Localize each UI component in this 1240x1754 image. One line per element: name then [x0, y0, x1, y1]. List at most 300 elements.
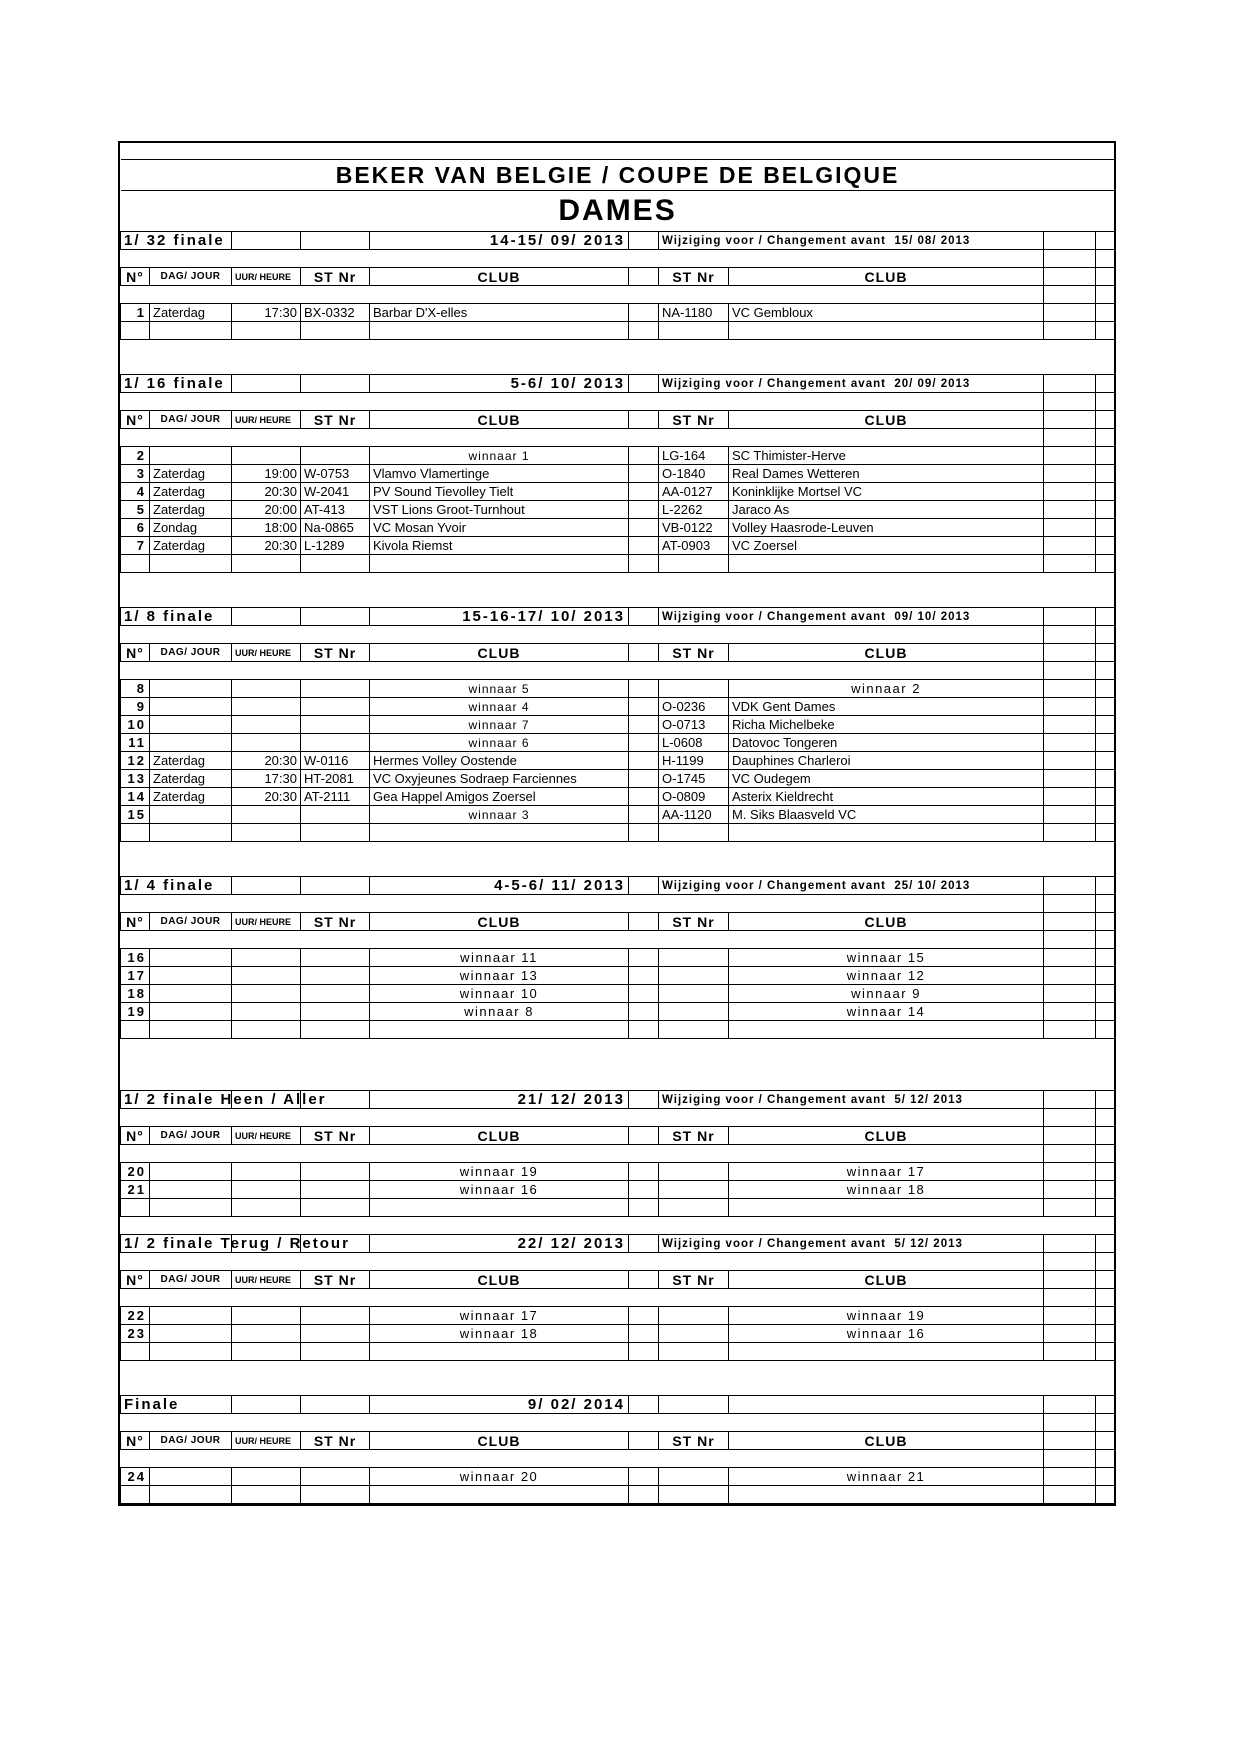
away-club: winnaar 14 — [729, 1003, 1044, 1021]
home-stamnr — [301, 1181, 370, 1199]
match-number: 9 — [121, 698, 150, 716]
change-deadline-label: Wijziging voor / Changement avant — [662, 610, 886, 623]
match-number: 22 — [121, 1307, 150, 1325]
match-number: 16 — [121, 949, 150, 967]
match-time — [232, 967, 301, 985]
round-name: 1/ 32 finale — [121, 232, 232, 250]
col-club-away: CLUB — [729, 644, 1044, 662]
col-club-away: CLUB — [729, 913, 1044, 931]
home-stamnr: AT-413 — [301, 501, 370, 519]
match-time: 20:30 — [232, 483, 301, 501]
round-header-row — [121, 877, 1115, 895]
match-time — [232, 680, 301, 698]
away-stamnr: LG-164 — [659, 447, 729, 465]
match-day: Zaterdag — [150, 788, 232, 806]
column-header-row — [121, 913, 1115, 931]
match-time — [232, 1181, 301, 1199]
away-club: VC Zoersel — [729, 537, 1044, 555]
away-stamnr: AT-0903 — [659, 537, 729, 555]
match-row — [121, 1003, 1115, 1021]
match-time — [232, 949, 301, 967]
col-club-home: CLUB — [370, 411, 629, 429]
home-stamnr: W-0116 — [301, 752, 370, 770]
col-club-away: CLUB — [729, 411, 1044, 429]
match-time — [232, 1468, 301, 1486]
away-club: winnaar 17 — [729, 1163, 1044, 1181]
match-day — [150, 680, 232, 698]
home-club: VST Lions Groot-Turnhout — [370, 501, 629, 519]
blank-row — [121, 250, 1115, 268]
away-stamnr — [659, 949, 729, 967]
column-header-row — [121, 1271, 1115, 1289]
match-number: 8 — [121, 680, 150, 698]
match-day — [150, 1307, 232, 1325]
away-club: Asterix Kieldrecht — [729, 788, 1044, 806]
home-club: winnaar 10 — [370, 985, 629, 1003]
round-header-row — [121, 608, 1115, 626]
change-deadline-date: 20/ 09/ 2013 — [894, 377, 971, 390]
col-stnr-home: ST Nr — [301, 268, 370, 286]
col-stnr-away: ST Nr — [659, 268, 729, 286]
empty-row — [121, 1486, 1115, 1504]
col-stnr-away: ST Nr — [659, 1271, 729, 1289]
away-club: VDK Gent Dames — [729, 698, 1044, 716]
away-stamnr — [659, 1163, 729, 1181]
empty-row — [121, 555, 1115, 573]
blank-row — [121, 1253, 1115, 1271]
home-stamnr — [301, 1325, 370, 1343]
away-stamnr: VB-0122 — [659, 519, 729, 537]
match-day: Zondag — [150, 519, 232, 537]
match-day — [150, 967, 232, 985]
match-number: 12 — [121, 752, 150, 770]
match-row — [121, 967, 1115, 985]
page-subtitle: DAMES — [121, 191, 1115, 232]
round-header-row — [121, 375, 1115, 393]
away-club: winnaar 18 — [729, 1181, 1044, 1199]
col-time: UUR/ HEURE — [232, 644, 301, 662]
home-stamnr — [301, 1307, 370, 1325]
away-club: winnaar 12 — [729, 967, 1044, 985]
home-stamnr — [301, 1468, 370, 1486]
col-stnr-away: ST Nr — [659, 1127, 729, 1145]
col-nr: N° — [121, 1432, 150, 1450]
match-day: Zaterdag — [150, 770, 232, 788]
away-club: winnaar 15 — [729, 949, 1044, 967]
away-stamnr — [659, 1181, 729, 1199]
match-row — [121, 1325, 1115, 1343]
blank-row — [121, 1145, 1115, 1163]
col-club-home: CLUB — [370, 1271, 629, 1289]
col-club-away: CLUB — [729, 1432, 1044, 1450]
away-club: Koninklijke Mortsel VC — [729, 483, 1044, 501]
blank-row — [121, 1414, 1115, 1432]
match-row — [121, 483, 1115, 501]
match-row — [121, 519, 1115, 537]
match-row — [121, 698, 1115, 716]
home-club: Gea Happel Amigos Zoersel — [370, 788, 629, 806]
round-name: 1/ 2 finale Heen / Aller — [121, 1091, 232, 1109]
match-row — [121, 734, 1115, 752]
match-time: 17:30 — [232, 304, 301, 322]
away-stamnr: O-1745 — [659, 770, 729, 788]
match-day — [150, 1163, 232, 1181]
match-time — [232, 806, 301, 824]
home-stamnr — [301, 734, 370, 752]
match-row — [121, 788, 1115, 806]
away-stamnr: L-0608 — [659, 734, 729, 752]
home-club: winnaar 6 — [370, 734, 629, 752]
round-header-row — [121, 1235, 1115, 1253]
away-stamnr: H-1199 — [659, 752, 729, 770]
round-date: 15-16-17/ 10/ 2013 — [370, 608, 629, 626]
blank-row — [121, 662, 1115, 680]
away-stamnr: AA-0127 — [659, 483, 729, 501]
away-stamnr — [659, 1307, 729, 1325]
match-time — [232, 1163, 301, 1181]
match-time — [232, 734, 301, 752]
home-club: winnaar 8 — [370, 1003, 629, 1021]
home-club: winnaar 4 — [370, 698, 629, 716]
blank-row — [121, 626, 1115, 644]
change-deadline — [659, 1091, 1044, 1109]
col-stnr-away: ST Nr — [659, 644, 729, 662]
match-day — [150, 447, 232, 465]
col-club-away: CLUB — [729, 1127, 1044, 1145]
away-club: SC Thimister-Herve — [729, 447, 1044, 465]
match-time: 19:00 — [232, 465, 301, 483]
round-date: 21/ 12/ 2013 — [370, 1091, 629, 1109]
col-time: UUR/ HEURE — [232, 1432, 301, 1450]
home-club: winnaar 19 — [370, 1163, 629, 1181]
home-stamnr — [301, 806, 370, 824]
away-stamnr — [659, 985, 729, 1003]
home-club: winnaar 7 — [370, 716, 629, 734]
home-club: PV Sound Tievolley Tielt — [370, 483, 629, 501]
col-stnr-away: ST Nr — [659, 913, 729, 931]
round-name: 1/ 2 finale Terug / Retour — [121, 1235, 232, 1253]
match-row — [121, 949, 1115, 967]
col-club-away: CLUB — [729, 268, 1044, 286]
col-club-away: CLUB — [729, 1271, 1044, 1289]
away-stamnr: AA-1120 — [659, 806, 729, 824]
home-stamnr: HT-2081 — [301, 770, 370, 788]
col-nr: N° — [121, 1127, 150, 1145]
change-deadline — [659, 375, 1044, 393]
match-number: 24 — [121, 1468, 150, 1486]
home-club: winnaar 16 — [370, 1181, 629, 1199]
col-club-home: CLUB — [370, 644, 629, 662]
spacer-row — [121, 1217, 1115, 1235]
round-date: 9/ 02/ 2014 — [370, 1396, 629, 1414]
col-club-home: CLUB — [370, 1127, 629, 1145]
match-row — [121, 1163, 1115, 1181]
change-deadline — [659, 232, 1044, 250]
match-row — [121, 752, 1115, 770]
match-row — [121, 985, 1115, 1003]
spacer-row — [121, 859, 1115, 877]
match-row — [121, 537, 1115, 555]
home-club: winnaar 11 — [370, 949, 629, 967]
match-number: 15 — [121, 806, 150, 824]
match-number: 14 — [121, 788, 150, 806]
match-day — [150, 949, 232, 967]
match-row — [121, 447, 1115, 465]
change-deadline-label: Wijziging voor / Changement avant — [662, 234, 886, 247]
home-stamnr: BX-0332 — [301, 304, 370, 322]
col-stnr-home: ST Nr — [301, 1127, 370, 1145]
away-club: VC Gembloux — [729, 304, 1044, 322]
blank-row — [121, 1289, 1115, 1307]
col-club-home: CLUB — [370, 268, 629, 286]
match-row — [121, 806, 1115, 824]
match-number: 20 — [121, 1163, 150, 1181]
match-time — [232, 1325, 301, 1343]
subtitle-row — [121, 191, 1115, 232]
col-day: DAG/ JOUR — [150, 913, 232, 931]
away-club: M. Siks Blaasveld VC — [729, 806, 1044, 824]
col-time: UUR/ HEURE — [232, 913, 301, 931]
spacer-row — [121, 1073, 1115, 1091]
match-day: Zaterdag — [150, 752, 232, 770]
col-stnr-away: ST Nr — [659, 1432, 729, 1450]
match-number: 6 — [121, 519, 150, 537]
spacer-row — [121, 842, 1115, 860]
match-row — [121, 716, 1115, 734]
column-header-row — [121, 268, 1115, 286]
match-number: 3 — [121, 465, 150, 483]
col-day: DAG/ JOUR — [150, 1271, 232, 1289]
empty-row — [121, 1021, 1115, 1039]
title-row — [121, 160, 1115, 191]
round-date: 4-5-6/ 11/ 2013 — [370, 877, 629, 895]
away-club: winnaar 2 — [729, 680, 1044, 698]
home-stamnr — [301, 698, 370, 716]
col-day: DAG/ JOUR — [150, 411, 232, 429]
away-stamnr — [659, 1003, 729, 1021]
spacer-row — [121, 357, 1115, 375]
home-club: Barbar D'X-elles — [370, 304, 629, 322]
match-day — [150, 1325, 232, 1343]
change-deadline-date: 09/ 10/ 2013 — [894, 610, 971, 623]
spacer-row — [121, 1378, 1115, 1396]
match-number: 1 — [121, 304, 150, 322]
away-club: winnaar 19 — [729, 1307, 1044, 1325]
change-deadline-date: 5/ 12/ 2013 — [894, 1093, 963, 1106]
home-stamnr — [301, 716, 370, 734]
round-name: 1/ 16 finale — [121, 375, 232, 393]
home-stamnr — [301, 1003, 370, 1021]
away-club: VC Oudegem — [729, 770, 1044, 788]
top-spacer-row — [121, 143, 1115, 160]
match-time: 20:30 — [232, 752, 301, 770]
match-number: 21 — [121, 1181, 150, 1199]
col-stnr-home: ST Nr — [301, 1432, 370, 1450]
match-time — [232, 698, 301, 716]
home-stamnr: L-1289 — [301, 537, 370, 555]
match-day: Zaterdag — [150, 483, 232, 501]
empty-row — [121, 824, 1115, 842]
col-club-home: CLUB — [370, 913, 629, 931]
empty-row — [121, 1343, 1115, 1361]
match-day — [150, 985, 232, 1003]
blank-row — [121, 1450, 1115, 1468]
change-deadline-label: Wijziging voor / Changement avant — [662, 1237, 886, 1250]
match-number: 2 — [121, 447, 150, 465]
match-time — [232, 716, 301, 734]
round-header-row — [121, 1396, 1115, 1414]
col-day: DAG/ JOUR — [150, 268, 232, 286]
match-row — [121, 1181, 1115, 1199]
match-day: Zaterdag — [150, 501, 232, 519]
round-date: 22/ 12/ 2013 — [370, 1235, 629, 1253]
change-deadline-date: 25/ 10/ 2013 — [894, 879, 971, 892]
match-number: 18 — [121, 985, 150, 1003]
empty-row — [121, 1199, 1115, 1217]
col-stnr-home: ST Nr — [301, 913, 370, 931]
home-club: winnaar 1 — [370, 447, 629, 465]
match-row — [121, 680, 1115, 698]
spacer-row — [121, 1039, 1115, 1057]
home-stamnr: Na-0865 — [301, 519, 370, 537]
match-row — [121, 465, 1115, 483]
away-club: winnaar 21 — [729, 1468, 1044, 1486]
col-time: UUR/ HEURE — [232, 1127, 301, 1145]
round-name: 1/ 8 finale — [121, 608, 232, 626]
match-day — [150, 1468, 232, 1486]
home-stamnr: W-0753 — [301, 465, 370, 483]
away-stamnr — [659, 680, 729, 698]
home-stamnr — [301, 1163, 370, 1181]
match-number: 17 — [121, 967, 150, 985]
match-day — [150, 1181, 232, 1199]
away-stamnr — [659, 1325, 729, 1343]
home-club: winnaar 3 — [370, 806, 629, 824]
away-club: Volley Haasrode-Leuven — [729, 519, 1044, 537]
match-row — [121, 501, 1115, 519]
change-deadline-label: Wijziging voor / Changement avant — [662, 377, 886, 390]
col-nr: N° — [121, 913, 150, 931]
match-time — [232, 1307, 301, 1325]
away-club: Real Dames Wetteren — [729, 465, 1044, 483]
away-stamnr: NA-1180 — [659, 304, 729, 322]
col-nr: N° — [121, 411, 150, 429]
match-number: 7 — [121, 537, 150, 555]
col-nr: N° — [121, 268, 150, 286]
col-time: UUR/ HEURE — [232, 1271, 301, 1289]
away-stamnr: L-2262 — [659, 501, 729, 519]
home-club: Vlamvo Vlamertinge — [370, 465, 629, 483]
match-time — [232, 985, 301, 1003]
column-header-row — [121, 644, 1115, 662]
cup-schedule-sheet — [118, 141, 1116, 1506]
away-club: Dauphines Charleroi — [729, 752, 1044, 770]
column-header-row — [121, 411, 1115, 429]
match-row — [121, 1307, 1115, 1325]
change-deadline — [659, 1235, 1044, 1253]
col-day: DAG/ JOUR — [150, 1127, 232, 1145]
away-stamnr — [659, 967, 729, 985]
match-number: 11 — [121, 734, 150, 752]
home-club: winnaar 18 — [370, 1325, 629, 1343]
round-date: 5-6/ 10/ 2013 — [370, 375, 629, 393]
match-day: Zaterdag — [150, 304, 232, 322]
match-time: 20:30 — [232, 537, 301, 555]
col-time: UUR/ HEURE — [232, 268, 301, 286]
match-number: 19 — [121, 1003, 150, 1021]
round-date: 14-15/ 09/ 2013 — [370, 232, 629, 250]
match-number: 10 — [121, 716, 150, 734]
match-time: 20:30 — [232, 788, 301, 806]
home-club: VC Oxyjeunes Sodraep Farciennes — [370, 770, 629, 788]
round-name: 1/ 4 finale — [121, 877, 232, 895]
col-nr: N° — [121, 1271, 150, 1289]
match-number: 23 — [121, 1325, 150, 1343]
change-deadline — [659, 608, 1044, 626]
home-stamnr: AT-2111 — [301, 788, 370, 806]
match-day — [150, 734, 232, 752]
spacer-row — [121, 340, 1115, 358]
spacer-row — [121, 1056, 1115, 1073]
empty-row — [121, 322, 1115, 340]
match-day — [150, 1003, 232, 1021]
match-time — [232, 1003, 301, 1021]
spacer-row — [121, 573, 1115, 591]
match-number: 5 — [121, 501, 150, 519]
home-stamnr — [301, 949, 370, 967]
col-club-home: CLUB — [370, 1432, 629, 1450]
col-stnr-home: ST Nr — [301, 644, 370, 662]
change-deadline-date: 5/ 12/ 2013 — [894, 1237, 963, 1250]
blank-row — [121, 286, 1115, 304]
col-stnr-home: ST Nr — [301, 1271, 370, 1289]
home-stamnr — [301, 985, 370, 1003]
blank-row — [121, 931, 1115, 949]
change-deadline-label: Wijziging voor / Changement avant — [662, 879, 886, 892]
match-day: Zaterdag — [150, 465, 232, 483]
round-header-row — [121, 232, 1115, 250]
col-nr: N° — [121, 644, 150, 662]
blank-row — [121, 429, 1115, 447]
match-day — [150, 698, 232, 716]
spacer-row — [121, 1361, 1115, 1379]
round-header-row — [121, 1091, 1115, 1109]
spacer-row — [121, 590, 1115, 608]
home-club: VC Mosan Yvoir — [370, 519, 629, 537]
home-club: Kivola Riemst — [370, 537, 629, 555]
away-stamnr — [659, 1468, 729, 1486]
away-club: Datovoc Tongeren — [729, 734, 1044, 752]
match-day — [150, 806, 232, 824]
away-stamnr: O-0713 — [659, 716, 729, 734]
away-club: Richa Michelbeke — [729, 716, 1044, 734]
match-time: 18:00 — [232, 519, 301, 537]
away-club: winnaar 9 — [729, 985, 1044, 1003]
home-stamnr — [301, 967, 370, 985]
home-club: winnaar 5 — [370, 680, 629, 698]
round-name: Finale — [121, 1396, 232, 1414]
col-time: UUR/ HEURE — [232, 411, 301, 429]
home-club: Hermes Volley Oostende — [370, 752, 629, 770]
blank-row — [121, 393, 1115, 411]
match-row — [121, 1468, 1115, 1486]
match-row — [121, 770, 1115, 788]
away-stamnr: O-1840 — [659, 465, 729, 483]
match-time: 17:30 — [232, 770, 301, 788]
home-stamnr: W-2041 — [301, 483, 370, 501]
schedule-table — [120, 143, 1115, 1504]
blank-row — [121, 895, 1115, 913]
